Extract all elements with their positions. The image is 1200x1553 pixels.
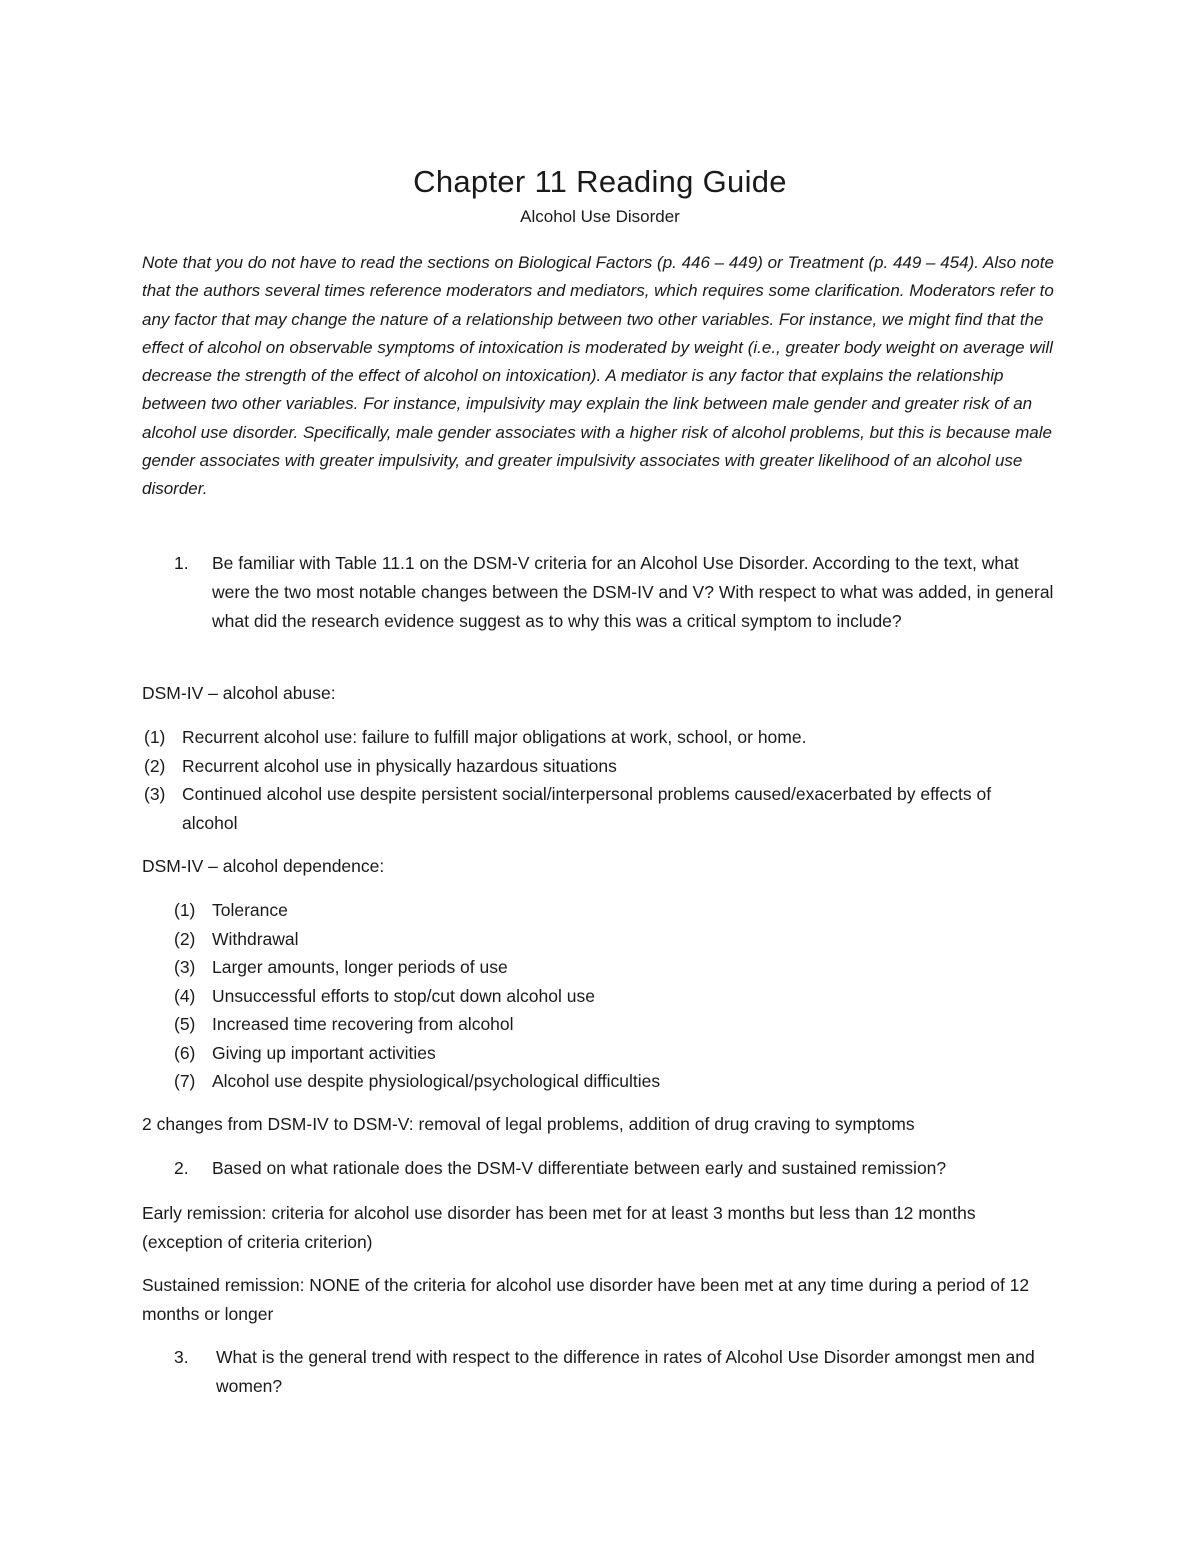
- list-item-number: (1): [174, 900, 196, 920]
- instructions-note: Note that you do not have to read the sections on Biological Factors (p. 446 – 449) or Treatment (p. 449 – 454). Also note that the authors several times reference moderators and mediators, which requires some clarification. Moderators refer to any factor that may change the nature of a relationship between two other variables. For instance, we might find that the effect of alcohol on observable symptoms of intoxication is moderated by weight (i.e., greater body weight on average will decrease the strength of the effect of alcohol on intoxication). A mediator is any factor that explains the relationship between two other variables. For instance, impulsivity may explain the link between male gender and greater risk of an alcohol use disorder. Specifically, male gender associates with a higher risk of alcohol problems, but this is because male gender associates with greater impulsivity, and greater impulsivity associates with greater likelihood of an alcohol use disorder.: [142, 253, 1054, 499]
- list-item-number: (4): [174, 985, 196, 1006]
- early-remission-answer: Early remission: criteria for alcohol use disorder has been met for at least 3 months but less than 12 months (exception of criteria criterion): [142, 1203, 976, 1252]
- list-item-text: Tolerance: [212, 900, 288, 920]
- question-number: 1.: [174, 553, 189, 573]
- question-number: 3.: [174, 1347, 189, 1367]
- list-item-text: Withdrawal: [212, 928, 299, 949]
- list-item-text: Continued alcohol use despite persistent social/interpersonal problems caused/exacerbated by effects of alcohol: [182, 784, 992, 833]
- question-text: Be familiar with Table 11.1 on the DSM-V criteria for an Alcohol Use Disorder. According to the text, what were the two most notable changes between the DSM-IV and V? With respect to what was added, in general what did the research evidence suggest as to why this was a critical symptom to include?: [212, 553, 1054, 631]
- list-item: [174, 1010, 1034, 1039]
- page-subtitle: Alcohol Use Disorder: [520, 207, 680, 226]
- sustained-remission-answer: Sustained remission: NONE of the criteria for alcohol use disorder have been met at any time during a period of 12 months or longer: [142, 1275, 1030, 1324]
- list-item: [174, 925, 1034, 954]
- list-item: [174, 953, 1034, 982]
- question-number: 2.: [174, 1158, 189, 1178]
- list-item-text: Giving up important activities: [212, 1042, 436, 1063]
- list-item-text: Recurrent alcohol use: failure to fulfill major obligations at work, school, or home.: [182, 727, 807, 747]
- list-item: [174, 982, 1034, 1011]
- dependence-heading: DSM-IV – alcohol dependence:: [142, 856, 385, 876]
- list-item-number: (1): [144, 727, 166, 747]
- page-title: Chapter 11 Reading Guide: [413, 164, 787, 199]
- list-item-text: Unsuccessful efforts to stop/cut down alcohol use: [212, 985, 595, 1006]
- list-item-text: Larger amounts, longer periods of use: [212, 957, 508, 977]
- question-1: [174, 549, 1054, 636]
- list-item: [174, 896, 1034, 925]
- list-item: [144, 780, 1044, 837]
- list-item-number: (2): [144, 755, 166, 776]
- list-item-number: (7): [174, 1071, 196, 1091]
- question-text: Based on what rationale does the DSM-V differentiate between early and sustained remission?: [212, 1158, 947, 1178]
- abuse-heading: DSM-IV – alcohol abuse:: [142, 683, 336, 703]
- list-item: [144, 723, 1044, 752]
- list-item-text: Alcohol use despite physiological/psychological difficulties: [212, 1071, 661, 1091]
- list-item: [174, 1067, 1034, 1096]
- dependence-criteria-list: [174, 896, 1034, 1096]
- list-item-number: (3): [174, 957, 196, 977]
- changes-answer: 2 changes from DSM-IV to DSM-V: removal of legal problems, addition of drug craving to symptoms: [142, 1114, 915, 1134]
- list-item-number: (2): [174, 928, 196, 949]
- list-item: [144, 752, 1044, 781]
- abuse-criteria-list: [144, 723, 1044, 837]
- list-item-number: (5): [174, 1014, 196, 1034]
- list-item-text: Increased time recovering from alcohol: [212, 1014, 514, 1034]
- question-2: [174, 1154, 1054, 1183]
- list-item-number: (6): [174, 1042, 196, 1063]
- question-3: [174, 1343, 1054, 1401]
- list-item-number: (3): [144, 784, 166, 804]
- list-item: [174, 1039, 1034, 1068]
- list-item-text: Recurrent alcohol use in physically hazardous situations: [182, 755, 617, 776]
- question-text: What is the general trend with respect to the difference in rates of Alcohol Use Disorder amongst men and women?: [216, 1347, 1035, 1396]
